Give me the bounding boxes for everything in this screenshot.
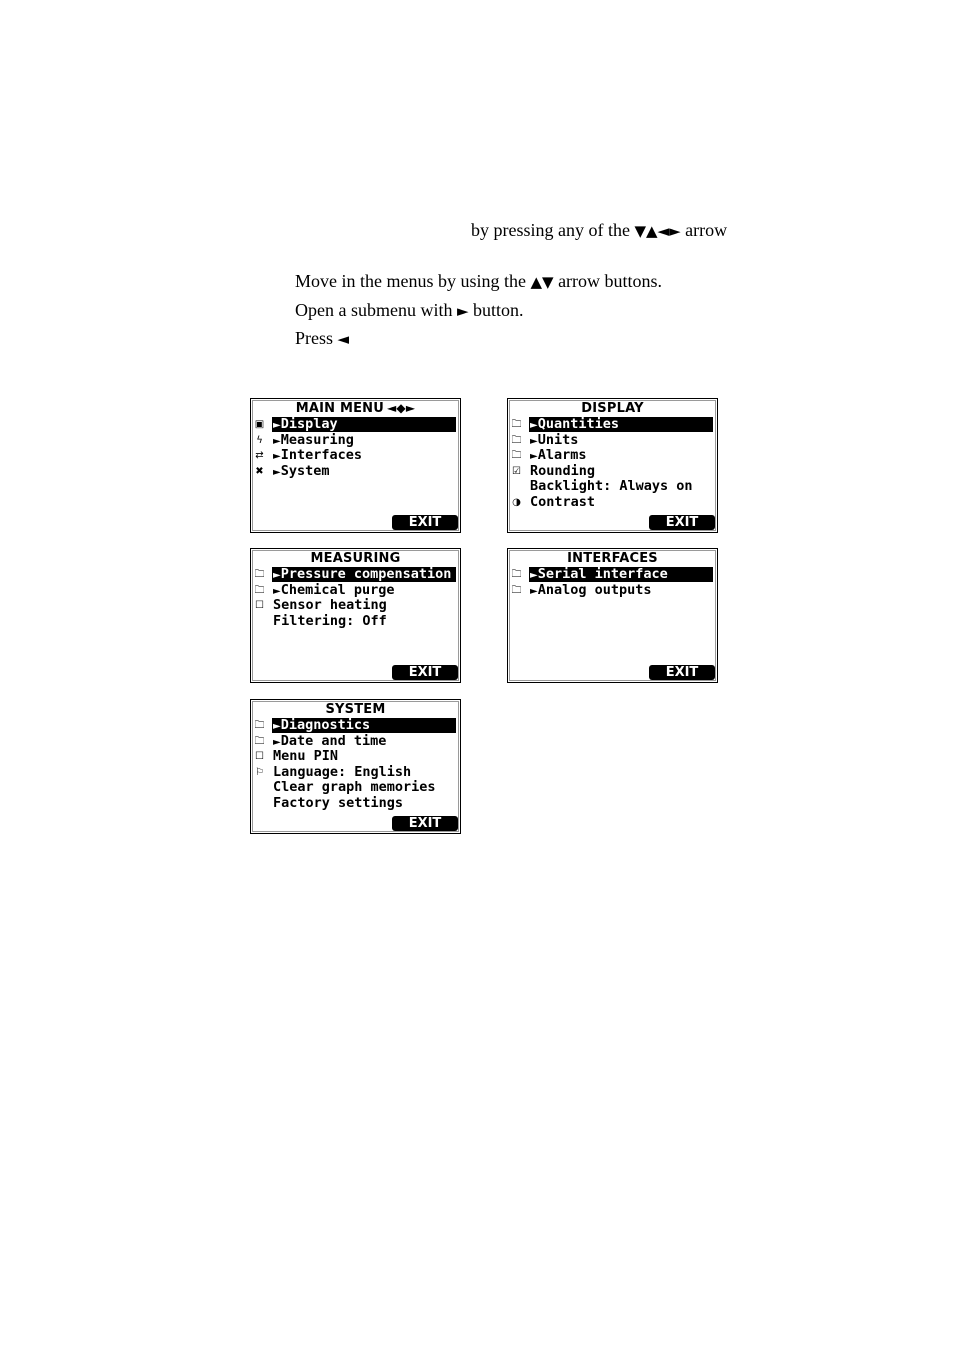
folder-icon: 🗀 [511, 434, 522, 446]
submenu-arrow-icon: ► [530, 570, 538, 581]
menu-item-label [272, 567, 456, 582]
menu-item-display[interactable] [508, 479, 715, 494]
submenu-arrow-icon: ► [273, 570, 281, 581]
measuring-menu-screen [250, 548, 461, 683]
menu-item-text: System [280, 462, 330, 479]
menu-item-text: Language: English [273, 763, 412, 780]
right-arrow-icon: ► [456, 302, 469, 320]
submenu-arrow-icon: ► [273, 721, 281, 732]
submenu-arrow-icon: ► [530, 420, 538, 431]
up-down-arrows-icon: ▲▼ [530, 273, 554, 291]
menu-item-measuring[interactable] [251, 567, 458, 582]
menu-item-blank [254, 798, 265, 809]
display-icon: ▣ [254, 419, 265, 430]
submenu-arrow-icon: ► [530, 451, 538, 463]
folder-icon: 🗀 [511, 450, 522, 462]
display-menu-screen [507, 398, 718, 533]
arrow-keys-icon: ▼▲◄► [634, 222, 681, 240]
menu-item-text: Units [537, 431, 579, 448]
menu-item-text: Contrast [530, 494, 596, 510]
menu-item-label [529, 464, 595, 479]
lightning-icon: ϟ [256, 434, 263, 446]
submenu-arrow-icon: ► [273, 585, 281, 597]
menu-item-main[interactable] [251, 464, 458, 479]
menu-item-text: Filtering: Off [273, 612, 387, 629]
menu-item-label [272, 464, 329, 479]
menu-item-label [529, 479, 693, 494]
menu-item-display[interactable] [508, 448, 715, 463]
folder-icon: 🗀 [254, 584, 265, 596]
menu-item-text: Backlight: Always on [530, 478, 693, 495]
menu-item-text: Menu PIN [273, 748, 339, 765]
submenu-arrow-icon: ► [273, 466, 281, 478]
exit-button[interactable]: EXIT [392, 816, 458, 831]
menu-item-measuring[interactable] [251, 583, 458, 598]
menu-item-system[interactable] [251, 734, 458, 749]
screen-title: MAIN MENU ◄◆► [295, 401, 416, 416]
instruction-line-4: Press ◄ [295, 328, 350, 348]
interface-icon: ⇄ [255, 450, 264, 462]
main-menu-screen [250, 398, 461, 533]
menu-item-main[interactable] [251, 417, 458, 432]
menu-item-text: Alarms [537, 447, 587, 464]
menu-item-label [529, 495, 595, 510]
screen-title: DISPLAY [581, 401, 644, 416]
instruction-line-3: Open a submenu with ► button. [295, 300, 524, 320]
submenu-arrow-icon: ► [530, 585, 538, 597]
menu-item-measuring[interactable] [251, 614, 458, 629]
menu-item-main[interactable] [251, 448, 458, 463]
submenu-arrow-icon: ► [273, 736, 281, 748]
menu-item-label [529, 448, 586, 463]
submenu-arrow-icon: ► [273, 435, 281, 447]
system-menu-screen [250, 699, 461, 834]
folder-icon: 🗀 [254, 735, 265, 747]
screen-title: MEASURING [310, 551, 401, 566]
menu-item-label [272, 583, 395, 598]
navigation-arrows-icon: ◄◆► [387, 401, 416, 415]
screen-title: SYSTEM [325, 702, 386, 717]
menu-item-blank [254, 616, 265, 627]
menu-item-system[interactable] [251, 718, 458, 733]
flag-icon: ⚐ [255, 766, 264, 778]
folder-icon: 🗀 [254, 720, 265, 731]
menu-item-label [272, 417, 456, 432]
menu-item-label [272, 765, 411, 780]
folder-icon: 🗀 [511, 419, 522, 430]
menu-item-display[interactable] [508, 495, 715, 510]
menu-item-interfaces[interactable] [508, 583, 715, 598]
checkbox-empty-icon: ☐ [255, 751, 264, 763]
menu-item-label [529, 433, 578, 448]
menu-item-text: Analog outputs [537, 581, 652, 598]
exit-button[interactable]: EXIT [392, 665, 458, 680]
checkbox-empty-icon: ☐ [255, 600, 264, 612]
menu-item-blank [511, 481, 522, 492]
instruction-line-2: Move in the menus by using the ▲▼ arrow buttons. [295, 271, 663, 291]
interfaces-menu-screen [507, 548, 718, 683]
menu-item-text: Sensor heating [273, 597, 387, 614]
menu-item-text: Clear graph memories [273, 779, 436, 796]
menu-item-text: Quantities [537, 416, 619, 432]
menu-item-text: Rounding [530, 462, 596, 479]
folder-icon: 🗀 [254, 569, 265, 580]
menu-item-blank [254, 782, 265, 793]
menu-item-text: Date and time [280, 732, 387, 749]
menu-item-text: Factory settings [273, 795, 404, 811]
menu-item-text: Chemical purge [280, 581, 395, 598]
menu-item-label [272, 448, 362, 463]
menu-item-text: Interfaces [280, 447, 362, 464]
menu-item-text: Diagnostics [280, 717, 371, 733]
menu-item-main[interactable] [251, 433, 458, 448]
exit-button[interactable]: EXIT [649, 665, 715, 680]
menu-item-label [272, 614, 387, 629]
instruction-line-1: by pressing any of the ▼▲◄► arrow [471, 220, 728, 240]
menu-item-system[interactable] [251, 749, 458, 764]
menu-item-label [529, 583, 652, 598]
checkbox-checked-icon: ☑ [512, 465, 521, 477]
submenu-arrow-icon: ► [273, 420, 281, 431]
menu-item-label [272, 734, 386, 749]
menu-item-label [272, 780, 436, 795]
menu-item-label [272, 718, 456, 733]
menu-item-label [272, 433, 354, 448]
submenu-arrow-icon: ► [530, 435, 538, 447]
menu-item-label [272, 598, 387, 613]
submenu-arrow-icon: ► [273, 451, 281, 463]
menu-item-display[interactable] [508, 417, 715, 432]
folder-icon: 🗀 [511, 584, 522, 596]
left-arrow-icon: ◄ [337, 330, 350, 348]
folder-icon: 🗀 [511, 569, 522, 580]
menu-item-text: Measuring [280, 431, 354, 448]
menu-item-display[interactable] [508, 433, 715, 448]
menu-item-measuring[interactable] [251, 598, 458, 613]
menu-item-label [529, 417, 713, 432]
screen-title: INTERFACES [567, 551, 658, 566]
menu-item-text: Serial interface [537, 566, 668, 582]
exit-button[interactable]: EXIT [392, 515, 458, 530]
exit-button[interactable]: EXIT [649, 515, 715, 530]
menu-item-display[interactable] [508, 464, 715, 479]
menu-item-system[interactable] [251, 796, 458, 811]
menu-item-interfaces[interactable] [508, 567, 715, 582]
menu-item-label [272, 796, 403, 811]
menu-item-system[interactable] [251, 765, 458, 780]
menu-item-text: Pressure compensation [280, 566, 452, 582]
menu-item-text: Display [280, 416, 338, 432]
contrast-icon: ◑ [512, 497, 521, 508]
menu-item-label [272, 749, 338, 764]
menu-item-label [529, 567, 713, 582]
tools-icon: ✖ [255, 465, 264, 477]
menu-item-system[interactable] [251, 780, 458, 795]
